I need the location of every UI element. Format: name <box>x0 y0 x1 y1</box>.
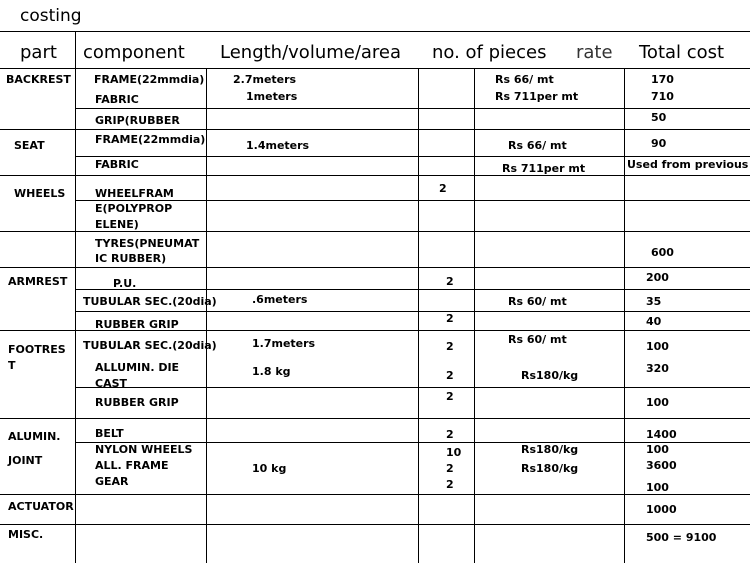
sub-row-rule <box>75 200 750 201</box>
component-label: ELENE) <box>95 218 139 231</box>
component-label: RUBBER GRIP <box>95 318 179 331</box>
pieces-value: 10 <box>446 446 462 459</box>
pieces-value: 2 <box>446 462 454 475</box>
part-label: ACTUATOR <box>8 500 74 513</box>
length-value: 1.7meters <box>252 337 316 350</box>
row-rule <box>0 231 750 232</box>
component-label: E(POLYPROP <box>95 202 173 215</box>
component-label: P.U. <box>113 277 137 290</box>
component-label: TUBULAR SEC.(20dia) <box>83 295 217 308</box>
total-value: Used from previous <box>627 158 749 171</box>
total-value: 3600 <box>646 459 677 472</box>
total-value: 35 <box>646 295 662 308</box>
total-value: 100 <box>646 443 669 456</box>
component-label: FRAME(22mmdia) <box>95 133 206 146</box>
component-label: RUBBER GRIP <box>95 396 179 409</box>
length-value: 1.8 kg <box>252 365 291 378</box>
column-rule <box>206 68 207 563</box>
column-rule <box>75 32 76 563</box>
part-label: ALUMIN. <box>8 430 61 443</box>
total-value: 320 <box>646 362 669 375</box>
total-value: 100 <box>646 340 669 353</box>
pieces-value: 2 <box>446 312 454 325</box>
rate-value: Rs 66/ mt <box>508 139 567 152</box>
total-value: 600 <box>651 246 674 259</box>
header-length: Length/volume/area <box>220 42 402 63</box>
rate-value: Rs 66/ mt <box>495 73 554 86</box>
length-value: 1meters <box>246 90 298 103</box>
pieces-value: 2 <box>439 182 447 195</box>
component-label: BELT <box>95 427 124 440</box>
component-label: IC RUBBER) <box>95 252 167 265</box>
pieces-value: 2 <box>446 390 454 403</box>
length-value: .6meters <box>252 293 308 306</box>
row-rule <box>0 267 750 268</box>
column-rule <box>474 68 475 563</box>
rate-value: Rs 60/ mt <box>508 333 567 346</box>
column-rule <box>624 68 625 563</box>
title-rule <box>0 31 750 32</box>
pieces-value: 2 <box>446 369 454 382</box>
part-label: JOINT <box>8 454 43 467</box>
column-rule <box>418 68 419 563</box>
rate-value: Rs180/kg <box>521 462 579 475</box>
total-value: 40 <box>646 315 662 328</box>
pieces-value: 2 <box>446 275 454 288</box>
header-pieces: no. of pieces <box>432 42 547 63</box>
component-label: NYLON WHEELS <box>95 443 193 456</box>
component-label: FABRIC <box>95 93 139 106</box>
part-label: FOOTRES <box>8 343 66 356</box>
component-label: FABRIC <box>95 158 139 171</box>
total-value: 90 <box>651 137 667 150</box>
part-label: ARMREST <box>8 275 68 288</box>
component-label: GEAR <box>95 475 129 488</box>
header-part: part <box>20 42 57 63</box>
total-value: 50 <box>651 111 667 124</box>
sub-row-rule <box>75 289 750 290</box>
row-rule <box>0 175 750 176</box>
total-value: 710 <box>651 90 674 103</box>
part-label: T <box>8 359 16 372</box>
component-label: TUBULAR SEC.(20dia) <box>83 339 217 352</box>
sub-row-rule <box>75 108 750 109</box>
pieces-value: 2 <box>446 478 454 491</box>
total-value: 100 <box>646 481 669 494</box>
header-rule <box>0 68 750 69</box>
sub-row-rule <box>75 311 750 312</box>
row-rule <box>0 418 750 419</box>
component-label: ALLUMIN. DIE <box>95 361 180 374</box>
rate-value: Rs 711per mt <box>502 162 586 175</box>
rate-value: Rs180/kg <box>521 369 579 382</box>
sub-row-rule <box>75 387 750 388</box>
component-label: ALL. FRAME <box>95 459 169 472</box>
part-label: SEAT <box>14 139 45 152</box>
part-label: MISC. <box>8 528 44 541</box>
component-label: FRAME(22mmdia) <box>94 73 205 86</box>
total-value: 170 <box>651 73 674 86</box>
sub-row-rule <box>75 156 750 157</box>
total-value: 200 <box>646 271 669 284</box>
page-title: costing <box>20 6 82 26</box>
part-label: WHEELS <box>14 187 66 200</box>
header-rate: rate <box>576 42 613 63</box>
pieces-value: 2 <box>446 428 454 441</box>
header-total: Total cost <box>639 42 725 63</box>
header-component: component <box>83 42 185 63</box>
component-label: WHEELFRAM <box>95 187 174 200</box>
part-label: BACKREST <box>6 73 71 86</box>
rate-value: Rs180/kg <box>521 443 579 456</box>
total-value: 100 <box>646 396 669 409</box>
component-label: TYRES(PNEUMAT <box>95 237 200 250</box>
length-value: 10 kg <box>252 462 287 475</box>
row-rule <box>0 129 750 130</box>
total-value: 1000 <box>646 503 677 516</box>
total-value: 500 = 9100 <box>646 531 717 544</box>
component-label: CAST <box>95 377 128 390</box>
component-label: GRIP(RUBBER <box>95 114 180 127</box>
row-rule <box>0 494 750 495</box>
rate-value: Rs 60/ mt <box>508 295 567 308</box>
pieces-value: 2 <box>446 340 454 353</box>
row-rule <box>0 524 750 525</box>
length-value: 2.7meters <box>233 73 297 86</box>
total-value: 1400 <box>646 428 677 441</box>
length-value: 1.4meters <box>246 139 310 152</box>
rate-value: Rs 711per mt <box>495 90 579 103</box>
